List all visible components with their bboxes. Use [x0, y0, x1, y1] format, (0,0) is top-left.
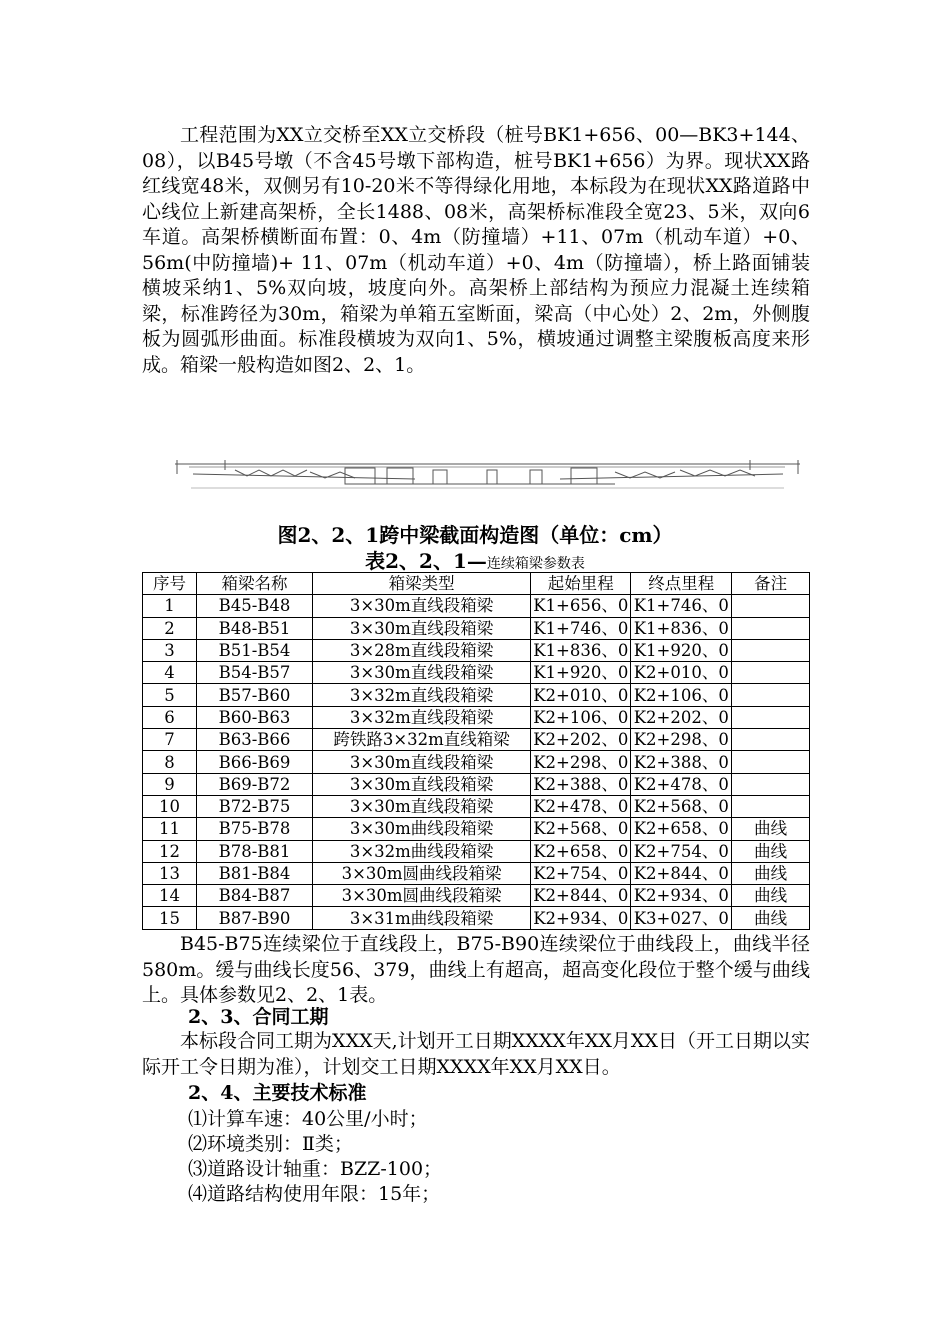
standard-item: ⑶道路设计轴重：BZZ-100；: [188, 1158, 443, 1180]
table-caption-title: 连续箱梁参数表: [486, 556, 585, 572]
cell-end-mileage: K2+568、0: [631, 795, 732, 817]
cell-girder-type: 跨铁路3×32m直线箱梁: [312, 729, 530, 751]
cell-girder-type: 3×32m直线段箱梁: [312, 684, 530, 706]
table-row: [143, 662, 810, 684]
cell-remark: [732, 595, 810, 617]
cell-start-mileage: K2+754、0: [531, 862, 631, 884]
cell-girder-name: B87-B90: [197, 907, 313, 929]
cell-index: 1: [143, 595, 197, 617]
table-row: [143, 706, 810, 728]
cell-end-mileage: K2+106、0: [631, 684, 732, 706]
box-girder-parameter-table: [142, 572, 810, 930]
cell-girder-type: 3×31m曲线段箱梁: [312, 907, 530, 929]
cell-remark: [732, 706, 810, 728]
cell-end-mileage: K1+920、0: [631, 639, 732, 661]
cell-index: 8: [143, 751, 197, 773]
table-row: [143, 595, 810, 617]
cell-girder-name: B72-B75: [197, 795, 313, 817]
cell-remark: [732, 795, 810, 817]
cell-index: 5: [143, 684, 197, 706]
scope-paragraph: 工程范围为XX立交桥至XX立交桥段（桩号BK1+656、00—BK3+144、08），以B45号墩（不含45号墩下部构造，桩号BK1+656）为界。现状XX路红线宽48米，双侧另有10-20米不等得绿化用地，本标段为在现状XX路道路中心线位上新建高架桥，全长1488、08米，高架桥标准段全宽23、5米，双向6车道。高架桥横断面布置：0、4m（防撞墙）+11、07m（机动车道）+0、56m(中防撞墙)+ 11、07m（机动车道）+0、4m（防撞墙），桥上路面铺装横坡采纳1、5%双向坡，坡度向外。高架桥上部结构为预应力混凝土连续箱梁，标准跨径为30m，箱梁为单箱五室断面，梁高（中心处）2、2m，外侧腹板为圆弧形曲面。标准段横坡为双向1、5%，横坡通过调整主梁腹板高度来形成。箱梁一般构造如图2、2、1。: [142, 124, 810, 376]
cell-start-mileage: K1+836、0: [531, 639, 631, 661]
box-girder-cross-section-drawing: [175, 458, 800, 492]
contract-paragraph: 本标段合同工期为XXX天,计划开工日期XXXX年XX月XX日（开工日期以实际开工令日期为准），计划交工日期XXXX年XX月XX日。: [142, 1030, 810, 1078]
cell-girder-type: 3×32m曲线段箱梁: [312, 840, 530, 862]
cell-remark: [732, 751, 810, 773]
cell-start-mileage: K1+746、0: [531, 617, 631, 639]
cell-start-mileage: K1+656、0: [531, 595, 631, 617]
cell-girder-type: 3×30m圆曲线段箱梁: [312, 862, 530, 884]
cell-remark: [732, 773, 810, 795]
cell-girder-type: 3×28m直线段箱梁: [312, 639, 530, 661]
cell-start-mileage: K2+202、0: [531, 729, 631, 751]
cell-remark: [732, 639, 810, 661]
cell-start-mileage: K2+388、0: [531, 773, 631, 795]
cell-index: 7: [143, 729, 197, 751]
table-row: [143, 885, 810, 907]
cell-index: 10: [143, 795, 197, 817]
header-start-mileage: 起始里程: [531, 573, 631, 595]
table-row: [143, 639, 810, 661]
cell-girder-name: B78-B81: [197, 840, 313, 862]
table-row: [143, 617, 810, 639]
cell-remark: [732, 684, 810, 706]
cell-remark: [732, 617, 810, 639]
cell-start-mileage: K2+934、0: [531, 907, 631, 929]
cell-girder-type: 3×30m直线段箱梁: [312, 617, 530, 639]
table-caption-number: 表2、2、1—: [365, 549, 487, 573]
table-row: [143, 862, 810, 884]
section-heading-contract-period: 2、3、合同工期: [188, 1006, 329, 1028]
cell-index: 4: [143, 662, 197, 684]
cell-girder-name: B66-B69: [197, 751, 313, 773]
table-row: [143, 684, 810, 706]
cell-girder-name: B63-B66: [197, 729, 313, 751]
cell-girder-name: B48-B51: [197, 617, 313, 639]
cell-remark: [732, 729, 810, 751]
cell-end-mileage: K2+202、0: [631, 706, 732, 728]
cell-end-mileage: K2+388、0: [631, 751, 732, 773]
table-row: [143, 729, 810, 751]
table-row: [143, 907, 810, 929]
cell-remark: [732, 662, 810, 684]
cell-remark: 曲线: [732, 818, 810, 840]
cell-start-mileage: K2+010、0: [531, 684, 631, 706]
cell-end-mileage: K2+754、0: [631, 840, 732, 862]
cell-girder-name: B54-B57: [197, 662, 313, 684]
cell-girder-name: B60-B63: [197, 706, 313, 728]
cell-start-mileage: K2+568、0: [531, 818, 631, 840]
table-row: [143, 751, 810, 773]
cell-girder-name: B51-B54: [197, 639, 313, 661]
table-row: [143, 818, 810, 840]
standard-item: ⑵环境类别：Ⅱ类；: [188, 1133, 353, 1155]
cell-girder-name: B75-B78: [197, 818, 313, 840]
cell-end-mileage: K2+658、0: [631, 818, 732, 840]
cell-girder-type: 3×30m直线段箱梁: [312, 795, 530, 817]
header-girder-type: 箱梁类型: [312, 573, 530, 595]
cell-end-mileage: K2+844、0: [631, 862, 732, 884]
standard-item: ⑴计算车速：40公里/小时；: [188, 1108, 428, 1130]
cell-girder-type: 3×30m直线段箱梁: [312, 595, 530, 617]
cell-girder-name: B69-B72: [197, 773, 313, 795]
cell-end-mileage: K1+746、0: [631, 595, 732, 617]
cell-start-mileage: K2+106、0: [531, 706, 631, 728]
figure-caption: 图2、2、1跨中梁截面构造图（单位：cm）: [277, 523, 673, 547]
cell-index: 13: [143, 862, 197, 884]
cell-index: 2: [143, 617, 197, 639]
cell-girder-type: 3×32m直线段箱梁: [312, 706, 530, 728]
cell-girder-name: B57-B60: [197, 684, 313, 706]
table-row: [143, 840, 810, 862]
header-index: 序号: [143, 573, 197, 595]
cell-remark: 曲线: [732, 862, 810, 884]
cell-start-mileage: K2+658、0: [531, 840, 631, 862]
cell-end-mileage: K1+836、0: [631, 617, 732, 639]
cell-girder-type: 3×30m直线段箱梁: [312, 773, 530, 795]
cell-start-mileage: K2+844、0: [531, 885, 631, 907]
curve-paragraph: B45-B75连续梁位于直线段上，B75-B90连续梁位于曲线段上，曲线半径580m。缓与曲线长度56、379，曲线上有超高，超高变化段位于整个缓与曲线上。具体参数见2、2、1表。: [142, 933, 810, 1006]
cell-end-mileage: K3+027、0: [631, 907, 732, 929]
cell-index: 6: [143, 706, 197, 728]
cell-remark: 曲线: [732, 885, 810, 907]
table-row: [143, 795, 810, 817]
cell-start-mileage: K2+298、0: [531, 751, 631, 773]
table-header-row: [143, 573, 810, 595]
cell-index: 9: [143, 773, 197, 795]
cell-girder-type: 3×30m圆曲线段箱梁: [312, 885, 530, 907]
header-remark: 备注: [732, 573, 810, 595]
cell-girder-name: B45-B48: [197, 595, 313, 617]
table-body: [143, 595, 810, 929]
header-end-mileage: 终点里程: [631, 573, 732, 595]
section-heading-technical-standards: 2、4、主要技术标准: [188, 1082, 367, 1104]
cell-end-mileage: K2+298、0: [631, 729, 732, 751]
cell-index: 14: [143, 885, 197, 907]
cell-index: 15: [143, 907, 197, 929]
cell-index: 11: [143, 818, 197, 840]
cell-end-mileage: K2+478、0: [631, 773, 732, 795]
standard-item: ⑷道路结构使用年限：15年；: [188, 1183, 441, 1205]
cell-remark: 曲线: [732, 840, 810, 862]
cell-start-mileage: K2+478、0: [531, 795, 631, 817]
cell-girder-type: 3×30m直线段箱梁: [312, 751, 530, 773]
header-girder-name: 箱梁名称: [197, 573, 313, 595]
cell-girder-type: 3×30m直线段箱梁: [312, 662, 530, 684]
cell-index: 3: [143, 639, 197, 661]
cell-end-mileage: K2+934、0: [631, 885, 732, 907]
cell-girder-name: B81-B84: [197, 862, 313, 884]
cell-remark: 曲线: [732, 907, 810, 929]
table-row: [143, 773, 810, 795]
cell-girder-name: B84-B87: [197, 885, 313, 907]
cell-start-mileage: K1+920、0: [531, 662, 631, 684]
cell-end-mileage: K2+010、0: [631, 662, 732, 684]
cell-index: 12: [143, 840, 197, 862]
cell-girder-type: 3×30m曲线段箱梁: [312, 818, 530, 840]
